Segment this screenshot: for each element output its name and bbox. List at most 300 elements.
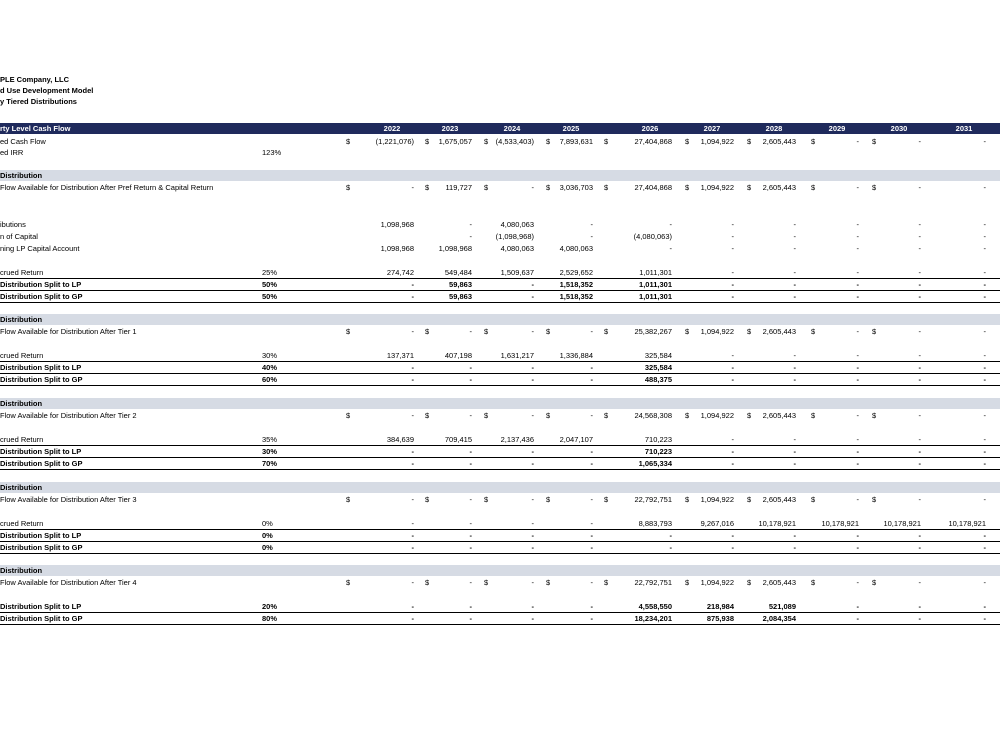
row-value: - [731, 531, 734, 540]
currency-sign: $ [425, 327, 430, 336]
table-row [0, 291, 1000, 303]
row-value: - [983, 531, 986, 540]
row-value: - [918, 531, 921, 540]
row-value: 59,863 [449, 280, 472, 289]
row-value: - [918, 268, 921, 277]
row-value: - [918, 543, 921, 552]
row-value: - [856, 435, 859, 444]
row-value: - [731, 292, 734, 301]
row-value: - [469, 375, 472, 384]
row-value: - [731, 543, 734, 552]
currency-sign: $ [546, 183, 551, 192]
row-value: 2,047,107 [559, 435, 593, 444]
company-name: PLE Company, LLC [0, 75, 70, 84]
row-value: 2,137,436 [500, 435, 534, 444]
currency-sign: $ [747, 327, 752, 336]
currency-sign: $ [425, 578, 430, 587]
row-value: - [731, 459, 734, 468]
row-value: 1,675,057 [438, 137, 472, 146]
table-row [0, 542, 1000, 554]
row-value: - [731, 268, 734, 277]
table-row [0, 243, 1000, 254]
row-value: 137,371 [386, 351, 414, 360]
row-value: - [411, 519, 414, 528]
row-value: - [793, 447, 796, 456]
table-row [0, 530, 1000, 542]
currency-sign: $ [604, 578, 609, 587]
row-value: - [469, 614, 472, 623]
currency-sign: $ [425, 183, 430, 192]
row-value: - [531, 602, 534, 611]
year-header: 2022 [383, 124, 401, 133]
row-label: Distribution Split to GP [0, 543, 83, 552]
row-label: Flow Available for Distribution After Tier 3 [0, 495, 137, 504]
row-label: ning LP Capital Account [0, 244, 80, 253]
row-value: 2,529,652 [559, 268, 593, 277]
row-value: - [793, 363, 796, 372]
row-value: - [531, 459, 534, 468]
row-value: - [918, 137, 921, 146]
row-value: 325,584 [644, 363, 672, 372]
row-value: (4,080,063) [633, 232, 672, 241]
row-value: - [856, 232, 859, 241]
currency-sign: $ [546, 137, 551, 146]
row-value: - [590, 602, 593, 611]
row-value: - [918, 351, 921, 360]
currency-sign: $ [685, 578, 690, 587]
row-percent: 60% [262, 375, 278, 384]
row-value: - [856, 375, 859, 384]
row-value: - [918, 183, 921, 192]
row-value: - [856, 447, 859, 456]
row-value: (1,098,968) [495, 232, 534, 241]
row-value: 10,178,921 [948, 519, 986, 528]
row-value: - [731, 280, 734, 289]
row-percent: 0% [262, 519, 273, 528]
row-label: Distribution [0, 315, 43, 324]
row-value: - [469, 602, 472, 611]
row-value: (4,533,403) [495, 137, 534, 146]
table-row [0, 410, 1000, 421]
currency-sign: $ [604, 327, 609, 336]
row-value: - [531, 411, 534, 420]
year-header: 2025 [562, 124, 580, 133]
row-value: - [856, 614, 859, 623]
row-label: ed Cash Flow [0, 137, 46, 146]
row-value: - [411, 411, 414, 420]
row-label: crued Return [0, 268, 44, 277]
row-value: 1,094,922 [700, 578, 734, 587]
row-value: 7,893,631 [559, 137, 593, 146]
row-value: 22,792,751 [634, 578, 672, 587]
row-label: Distribution Split to LP [0, 531, 82, 540]
row-value: (1,221,076) [375, 137, 414, 146]
row-value: - [469, 232, 472, 241]
currency-sign: $ [346, 578, 351, 587]
row-value: - [856, 280, 859, 289]
row-value: 9,267,016 [700, 519, 734, 528]
row-value: 27,404,868 [634, 183, 672, 192]
currency-sign: $ [872, 183, 877, 192]
currency-sign: $ [872, 495, 877, 504]
row-value: - [669, 531, 672, 540]
year-header: 2029 [828, 124, 846, 133]
row-value: - [411, 280, 414, 289]
row-value: 4,080,063 [559, 244, 593, 253]
row-value: 18,234,201 [634, 614, 672, 623]
currency-sign: $ [811, 411, 816, 420]
row-value: 549,484 [444, 268, 472, 277]
table-row [0, 231, 1000, 242]
row-value: - [531, 327, 534, 336]
year-header: 2028 [765, 124, 783, 133]
row-value: - [793, 351, 796, 360]
table-row [0, 434, 1000, 446]
currency-sign: $ [425, 495, 430, 504]
row-value: - [983, 363, 986, 372]
row-value: 10,178,921 [758, 519, 796, 528]
row-value: - [531, 495, 534, 504]
row-value: 384,639 [386, 435, 414, 444]
row-value: - [411, 543, 414, 552]
row-value: - [983, 351, 986, 360]
row-value: 325,584 [644, 351, 672, 360]
row-label: n of Capital [0, 232, 38, 241]
row-value: - [590, 578, 593, 587]
row-value: 25,382,267 [634, 327, 672, 336]
row-value: - [983, 268, 986, 277]
row-label: Distribution [0, 566, 43, 575]
row-value: - [531, 363, 534, 372]
row-value: - [469, 543, 472, 552]
row-value: - [918, 292, 921, 301]
row-label: Flow Available for Distribution After Pref Return & Capital Return [0, 183, 214, 192]
row-value: 1,336,884 [559, 351, 593, 360]
section-row [0, 170, 1000, 181]
table-row [0, 136, 1000, 147]
currency-sign: $ [346, 327, 351, 336]
currency-sign: $ [484, 578, 489, 587]
row-value: 1,518,352 [559, 292, 593, 301]
table-row [0, 601, 1000, 613]
row-value: 8,883,793 [638, 519, 672, 528]
currency-sign: $ [747, 137, 752, 146]
currency-sign: $ [747, 411, 752, 420]
row-value: - [983, 411, 986, 420]
row-value: - [590, 543, 593, 552]
table-row [0, 219, 1000, 230]
table-row [0, 518, 1000, 530]
row-value: - [856, 363, 859, 372]
table-row [0, 267, 1000, 279]
row-value: - [856, 137, 859, 146]
row-percent: 30% [262, 351, 278, 360]
currency-sign: $ [811, 578, 816, 587]
row-label: crued Return [0, 351, 44, 360]
table-row [0, 326, 1000, 337]
row-value: - [411, 459, 414, 468]
currency-sign: $ [685, 137, 690, 146]
row-value: 24,568,308 [634, 411, 672, 420]
row-value: - [590, 411, 593, 420]
row-value: - [793, 459, 796, 468]
row-value: 1,094,922 [700, 137, 734, 146]
row-value: - [918, 375, 921, 384]
row-value: - [411, 531, 414, 540]
row-value: - [590, 220, 593, 229]
header-label: rty Level Cash Flow [0, 124, 71, 133]
row-value: - [983, 327, 986, 336]
row-value: - [793, 531, 796, 540]
row-value: 2,605,443 [762, 578, 796, 587]
row-value: - [918, 327, 921, 336]
currency-sign: $ [604, 495, 609, 504]
currency-sign: $ [747, 495, 752, 504]
currency-sign: $ [811, 183, 816, 192]
row-value: - [469, 447, 472, 456]
row-percent: 35% [262, 435, 278, 444]
year-header: 2031 [955, 124, 973, 133]
row-value: - [590, 614, 593, 623]
table-row [0, 374, 1000, 386]
row-value: - [918, 447, 921, 456]
row-value: 119,727 [445, 183, 472, 192]
row-value: - [731, 351, 734, 360]
currency-sign: $ [747, 183, 752, 192]
row-value: - [531, 543, 534, 552]
row-value: - [669, 244, 672, 253]
row-value: - [793, 220, 796, 229]
row-value: - [793, 268, 796, 277]
row-value: - [590, 363, 593, 372]
table-row [0, 350, 1000, 362]
row-value: 274,742 [386, 268, 414, 277]
row-value: 2,605,443 [762, 137, 796, 146]
section-row [0, 565, 1000, 576]
row-label: Distribution Split to GP [0, 614, 83, 623]
row-value: - [669, 543, 672, 552]
row-value: - [793, 292, 796, 301]
currency-sign: $ [425, 137, 430, 146]
row-value: - [531, 578, 534, 587]
row-label: Flow Available for Distribution After Tier 2 [0, 411, 137, 420]
row-value: 22,792,751 [634, 495, 672, 504]
row-percent: 20% [262, 602, 278, 611]
row-value: - [918, 578, 921, 587]
row-value: - [469, 531, 472, 540]
row-value: - [983, 232, 986, 241]
table-row [0, 494, 1000, 505]
currency-sign: $ [604, 183, 609, 192]
row-value: - [411, 578, 414, 587]
currency-sign: $ [484, 183, 489, 192]
row-value: - [531, 183, 534, 192]
row-label: crued Return [0, 519, 44, 528]
row-value: - [590, 327, 593, 336]
row-value: - [918, 220, 921, 229]
row-value: 1,518,352 [559, 280, 593, 289]
row-value: 4,558,550 [638, 602, 672, 611]
row-value: - [469, 459, 472, 468]
row-value: - [983, 137, 986, 146]
currency-sign: $ [604, 137, 609, 146]
row-value: - [983, 447, 986, 456]
row-value: - [983, 183, 986, 192]
row-value: 218,984 [706, 602, 734, 611]
table-row [0, 613, 1000, 625]
row-value: - [411, 602, 414, 611]
row-label: Distribution Split to LP [0, 280, 82, 289]
row-value: - [590, 519, 593, 528]
row-value: - [411, 327, 414, 336]
currency-sign: $ [546, 578, 551, 587]
row-value: 4,080,063 [500, 244, 534, 253]
currency-sign: $ [484, 327, 489, 336]
row-value: - [983, 578, 986, 587]
row-value: - [856, 543, 859, 552]
row-value: - [856, 183, 859, 192]
row-value: 1,011,301 [639, 292, 672, 301]
row-value: - [918, 411, 921, 420]
row-value: - [983, 375, 986, 384]
row-value: - [856, 292, 859, 301]
row-value: - [983, 459, 986, 468]
row-value: - [918, 614, 921, 623]
row-value: - [411, 495, 414, 504]
currency-sign: $ [546, 411, 551, 420]
row-value: 2,084,354 [762, 614, 796, 623]
currency-sign: $ [484, 137, 489, 146]
currency-sign: $ [484, 495, 489, 504]
table-row [0, 182, 1000, 193]
currency-sign: $ [346, 137, 351, 146]
row-value: - [856, 578, 859, 587]
row-label: Flow Available for Distribution After Tier 1 [0, 327, 137, 336]
row-value: 4,080,063 [500, 220, 534, 229]
row-label: Distribution Split to GP [0, 292, 83, 301]
row-percent: 30% [262, 447, 278, 456]
row-value: - [411, 447, 414, 456]
row-value: - [918, 459, 921, 468]
table-row [0, 147, 1000, 158]
row-value: - [856, 495, 859, 504]
row-percent: 40% [262, 363, 278, 372]
row-value: - [793, 375, 796, 384]
row-value: 2,605,443 [762, 183, 796, 192]
row-value: 488,375 [644, 375, 672, 384]
row-value: - [856, 244, 859, 253]
row-percent: 123% [262, 148, 282, 157]
row-value: - [531, 280, 534, 289]
row-value: - [731, 232, 734, 241]
row-label: Distribution [0, 483, 43, 492]
table-row [0, 458, 1000, 470]
row-value: - [793, 435, 796, 444]
row-value: - [590, 495, 593, 504]
currency-sign: $ [811, 327, 816, 336]
currency-sign: $ [872, 578, 877, 587]
row-label: ibutions [0, 220, 26, 229]
row-label: Distribution [0, 171, 43, 180]
row-value: - [469, 578, 472, 587]
currency-sign: $ [872, 137, 877, 146]
row-value: 1,509,637 [500, 268, 534, 277]
row-value: - [731, 363, 734, 372]
currency-sign: $ [346, 411, 351, 420]
currency-sign: $ [346, 495, 351, 504]
model-subtitle: y Tiered Distributions [0, 97, 77, 106]
row-percent: 0% [262, 531, 273, 540]
row-value: 2,605,443 [762, 327, 796, 336]
row-value: - [411, 375, 414, 384]
currency-sign: $ [747, 578, 752, 587]
row-value: - [983, 280, 986, 289]
row-value: - [983, 292, 986, 301]
row-value: 1,098,968 [380, 244, 414, 253]
currency-sign: $ [685, 327, 690, 336]
row-value: - [590, 459, 593, 468]
currency-sign: $ [872, 327, 877, 336]
row-value: - [793, 244, 796, 253]
row-value: - [918, 435, 921, 444]
row-value: - [731, 435, 734, 444]
year-header: 2027 [703, 124, 721, 133]
row-value: - [856, 531, 859, 540]
table-row [0, 446, 1000, 458]
row-value: - [918, 232, 921, 241]
row-value: - [793, 232, 796, 241]
row-percent: 25% [262, 268, 278, 277]
row-value: - [731, 244, 734, 253]
row-value: - [469, 411, 472, 420]
header-row [0, 123, 1000, 134]
currency-sign: $ [811, 495, 816, 504]
row-value: - [793, 543, 796, 552]
row-value: 709,415 [444, 435, 472, 444]
table-row [0, 362, 1000, 374]
row-value: 59,863 [449, 292, 472, 301]
currency-sign: $ [546, 327, 551, 336]
row-value: - [856, 351, 859, 360]
row-value: - [411, 614, 414, 623]
row-value: - [531, 447, 534, 456]
row-value: - [983, 614, 986, 623]
row-value: - [590, 531, 593, 540]
currency-sign: $ [546, 495, 551, 504]
row-value: - [983, 602, 986, 611]
row-percent: 50% [262, 292, 278, 301]
currency-sign: $ [811, 137, 816, 146]
row-label: Distribution Split to GP [0, 459, 83, 468]
row-value: 1,094,922 [700, 183, 734, 192]
model-title-block [0, 74, 93, 107]
row-value: - [918, 244, 921, 253]
row-value: - [856, 602, 859, 611]
row-value: - [856, 220, 859, 229]
row-value: 1,011,301 [639, 268, 672, 277]
row-label: Distribution Split to GP [0, 375, 83, 384]
row-value: 10,178,921 [821, 519, 859, 528]
row-value: 1,094,922 [700, 411, 734, 420]
row-value: - [531, 614, 534, 623]
model-name: d Use Development Model [0, 86, 94, 95]
row-value: - [531, 375, 534, 384]
row-value: - [918, 363, 921, 372]
row-value: - [793, 280, 796, 289]
currency-sign: $ [425, 411, 430, 420]
row-value: 1,065,334 [638, 459, 672, 468]
row-value: - [856, 459, 859, 468]
